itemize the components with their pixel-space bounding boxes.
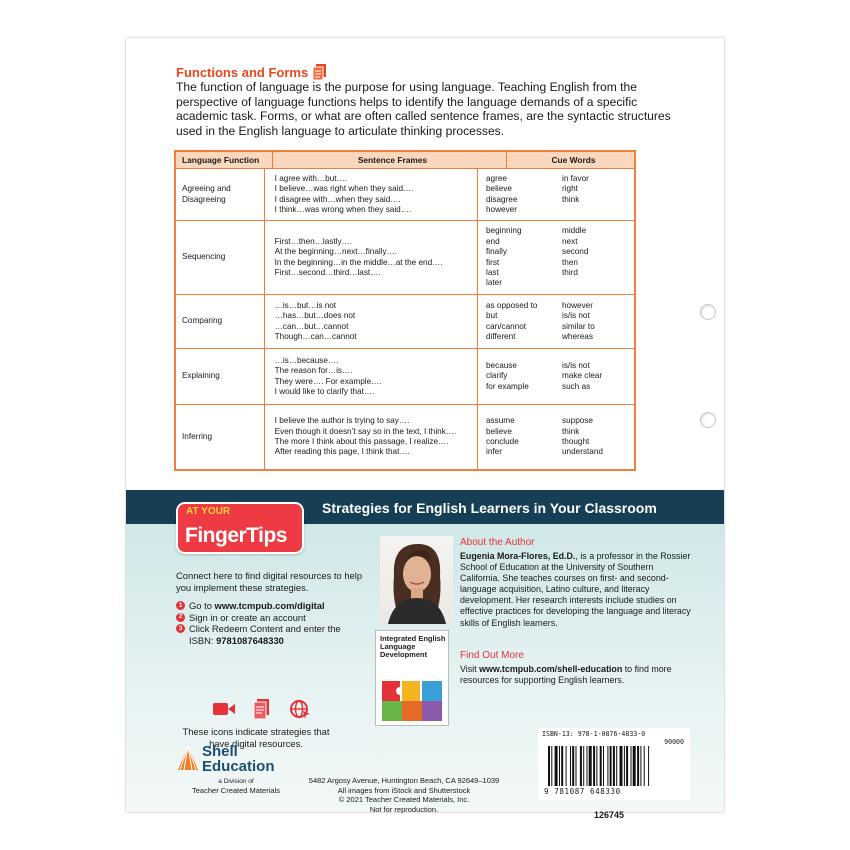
- barcode-bar: [561, 746, 563, 786]
- section-intro: The function of language is the purpose for using language. Teaching English from the perspective of language functions helps to identify the language demands of a specific academic task. Forms, or what are often called sentence frames, are the syntactic structures used in the English language to articulate thinking processes.: [176, 80, 671, 138]
- cue-word: later: [486, 278, 502, 288]
- cue-word: disagree: [486, 194, 518, 204]
- table-header-row: [176, 152, 634, 169]
- sentence-frame: I think…was wrong when they said….: [274, 204, 412, 214]
- isbn-text: ISBN-13: 978-1-0876-4833-0: [542, 730, 646, 738]
- sentence-frames-cell: [265, 349, 478, 404]
- step-text: [189, 600, 325, 612]
- sentence-frame: …can…but…cannot: [274, 321, 349, 331]
- digital-resources-info: [176, 570, 366, 646]
- language-function: Explaining: [182, 371, 220, 381]
- language-function-cell: [176, 405, 265, 469]
- address-line: Not for reproduction.: [369, 804, 439, 814]
- cue-word: [562, 205, 634, 215]
- language-function-cell: [176, 349, 265, 404]
- table-body: [176, 169, 634, 469]
- cue-word: finally: [486, 247, 507, 257]
- price-code: 90000: [664, 738, 684, 746]
- cue-words-column: [486, 416, 558, 458]
- sentence-frame: The more I think about this passage, I realize….: [274, 437, 449, 446]
- barcode-bar: [631, 746, 632, 786]
- cue-word: in favor: [562, 173, 589, 183]
- barcode-bar: [633, 746, 636, 786]
- promo-band: [126, 490, 724, 820]
- cue-word: think: [562, 194, 580, 204]
- barcode-bars: [548, 746, 680, 786]
- barcode-bar: [559, 746, 560, 786]
- sentence-frame: Though…can…cannot: [274, 331, 357, 341]
- cue-word: similar to: [562, 321, 595, 331]
- cue-word: conclude: [486, 437, 519, 446]
- cue-word: such as: [562, 381, 591, 391]
- barcode-bar: [580, 746, 582, 786]
- barcode-bar: [626, 746, 628, 786]
- step-prefix: Go to: [189, 600, 215, 611]
- sentence-frame: I believe the author is trying to say….: [274, 416, 410, 426]
- cue-word: because: [486, 360, 517, 370]
- column-header: Sentence Frames: [273, 152, 507, 168]
- table-row: [176, 295, 634, 349]
- address-line: 5482 Argosy Avenue, Huntington Beach, CA 92649–1039: [308, 776, 500, 785]
- table-row: [176, 169, 634, 221]
- punch-hole: [700, 412, 716, 428]
- sentence-frame: I would like to clarify that….: [274, 386, 375, 396]
- column-header: Cue Words: [551, 154, 596, 165]
- barcode-bar: [603, 746, 604, 786]
- address-line: © 2021 Teacher Created Materials, Inc.: [338, 795, 470, 805]
- cue-word: right: [562, 184, 578, 194]
- cue-word: agree: [486, 173, 507, 183]
- language-function-cell: [176, 221, 265, 294]
- cue-word: believe: [486, 184, 512, 194]
- sentence-frames-cell: [265, 221, 478, 294]
- badge-main-text: FingerTips: [185, 524, 287, 547]
- cue-word: clarify: [486, 371, 508, 381]
- sentence-frame: In the beginning…in the middle…at the end….: [274, 257, 443, 267]
- cue-word: thought: [562, 437, 590, 446]
- find-prefix: Visit: [460, 664, 480, 674]
- barcode-bar: [610, 746, 612, 786]
- barcode-bar: [551, 746, 552, 786]
- video-icon: [212, 698, 236, 720]
- cue-words-cell: [478, 405, 634, 469]
- table-row: [176, 349, 634, 405]
- cue-word: [562, 278, 634, 288]
- barcode-bar: [566, 746, 567, 786]
- digital-icons: [212, 698, 312, 720]
- cue-word: second: [562, 247, 589, 257]
- sentence-frame: They were…. For example….: [274, 376, 382, 386]
- publisher-address: [284, 776, 524, 814]
- sentence-frame: I agree with…but….: [274, 173, 348, 183]
- barcode-bar: [613, 746, 615, 786]
- barcode-bar: [593, 746, 595, 786]
- author-photo: [380, 536, 453, 624]
- sentence-frame: The reason for…is….: [274, 366, 353, 376]
- cue-words-column: [486, 226, 558, 288]
- cue-word: for example: [486, 381, 529, 391]
- cue-word: whereas: [562, 331, 593, 341]
- cue-word: think: [562, 426, 580, 436]
- barcode-bar: [555, 746, 558, 786]
- page-sheet: [126, 38, 724, 820]
- connect-text: Connect here to find digital resources to help you implement these strategies.: [176, 570, 363, 593]
- cue-word: understand: [562, 447, 603, 457]
- cue-word: as opposed to: [486, 300, 538, 310]
- sentence-frame: …is…because….: [274, 355, 339, 365]
- sentence-frames-cell: [265, 405, 478, 469]
- sentence-frame: I believe…was right when they said….: [274, 184, 414, 194]
- language-function: Inferring: [182, 431, 213, 441]
- find-suffix: to find more resources for supporting English learners.: [460, 664, 672, 686]
- sentence-frame: I disagree with…when they said….: [274, 194, 401, 204]
- barcode-bar: [548, 746, 550, 786]
- cue-word: suppose: [562, 416, 593, 426]
- barcode: [538, 728, 690, 800]
- cue-word: is/is not: [562, 311, 590, 321]
- barcode-bar: [596, 746, 597, 786]
- barcode-bar: [640, 746, 641, 786]
- cue-words-cell: [478, 169, 634, 220]
- logo-name: Shell Education: [202, 743, 275, 775]
- step-item: [176, 600, 366, 612]
- find-out-more-heading: Find Out More: [460, 650, 524, 661]
- document-icon: [250, 698, 274, 720]
- cue-word: third: [562, 267, 578, 277]
- step-highlight[interactable]: www.tcmpub.com/digital: [214, 600, 325, 611]
- cue-word: first: [486, 257, 500, 267]
- barcode-bar: [587, 746, 588, 786]
- cue-word: but: [486, 311, 498, 321]
- cue-words-column: [486, 301, 558, 343]
- cue-words-column: [562, 416, 634, 458]
- section-heading: [176, 64, 327, 80]
- author-bio: , is a professor in the Rossier School of Education at the University of Southern California. She teaches courses on first- and second-language acquisition, Latino culture, and literacy development. Her research interests include studies on effective practices for developing the language and literacy skills of English learners.: [460, 551, 691, 628]
- section-title: Functions and Forms: [176, 64, 309, 80]
- sentence-frames-cell: [265, 295, 478, 348]
- cue-word: then: [562, 257, 578, 267]
- language-function: Comparing: [182, 316, 223, 326]
- cue-words-column: [562, 174, 634, 216]
- sentence-frame: After reading this page, I think that….: [274, 447, 410, 457]
- band-title: Strategies for English Learners in Your Classroom: [322, 500, 657, 516]
- fingertips-badge: [176, 502, 304, 554]
- step-highlight: 9781087648330: [216, 634, 284, 646]
- book-title: Integrated English Language Development: [380, 634, 446, 659]
- table-row: [176, 221, 634, 295]
- logo-division: a Division of: [218, 778, 254, 785]
- sentence-frame: …has…but…does not: [274, 311, 356, 321]
- web-icon: [288, 698, 312, 720]
- cue-words-column: [486, 361, 558, 392]
- barcode-bar: [572, 746, 574, 786]
- barcode-bar: [589, 746, 592, 786]
- barcode-bar: [624, 746, 625, 786]
- cue-word: beginning: [486, 226, 522, 236]
- book-cover: [375, 630, 449, 726]
- step-prefix: Click Redeem Content and enter the ISBN:: [189, 623, 341, 646]
- sentence-frame: First…then…lastly….: [274, 236, 352, 246]
- barcode-bar: [600, 746, 602, 786]
- shell-education-link[interactable]: www.tcmpub.com/shell-education: [479, 664, 623, 674]
- address-line: All images from iStock and Shutterstock: [337, 785, 471, 795]
- find-out-more-text: [460, 664, 692, 686]
- cue-word: last: [486, 267, 499, 277]
- step-item: [176, 612, 366, 624]
- punch-hole: [700, 304, 716, 320]
- sentence-frame: …is…but…is not: [274, 300, 337, 310]
- step-text: [189, 623, 366, 646]
- cue-word: can/cannot: [486, 321, 527, 331]
- sentence-frame: Even though it doesn’t say so in the text, I think….: [274, 426, 457, 436]
- barcode-bar: [576, 746, 577, 786]
- step-item: [176, 623, 366, 646]
- step-prefix: Sign in or create an account: [189, 611, 306, 623]
- cue-words-column: [486, 174, 558, 216]
- barcode-bar: [583, 746, 584, 786]
- steps-list: [176, 600, 366, 646]
- cue-word: however: [562, 300, 593, 310]
- barcode-bar: [637, 746, 639, 786]
- functions-table: [174, 150, 636, 471]
- cue-word: next: [562, 236, 578, 246]
- sentence-frames-cell: [265, 169, 478, 220]
- barcode-bar: [648, 746, 649, 786]
- shell-education-logo: [176, 744, 296, 804]
- icons-caption: These icons indicate strategies that have digital resources.: [182, 726, 330, 749]
- sentence-frame: First…second…third…last….: [274, 267, 381, 277]
- cue-word: infer: [486, 447, 502, 457]
- cue-words-column: [562, 226, 634, 288]
- about-author-heading: About the Author: [460, 537, 535, 548]
- sentence-frame: At the beginning…next…finally….: [274, 247, 398, 257]
- cue-word: believe: [486, 426, 512, 436]
- logo-parent: Teacher Created Materials: [192, 786, 280, 795]
- cue-word: is/is not: [562, 360, 590, 370]
- cue-words-cell: [478, 221, 634, 294]
- barcode-bar: [570, 746, 571, 786]
- column-header: Language Function: [176, 152, 273, 168]
- language-function-cell: [176, 169, 265, 220]
- cue-words-column: [562, 301, 634, 343]
- badge-top-text: AT YOUR: [186, 506, 231, 517]
- document-icon: [313, 64, 327, 80]
- barcode-bar: [607, 746, 608, 786]
- table-row: [176, 405, 634, 469]
- language-function: Agreeing and Disagreeing: [182, 184, 231, 204]
- cue-word: end: [486, 236, 500, 246]
- cue-words-cell: [478, 295, 634, 348]
- cue-word: different: [486, 331, 516, 341]
- about-author-text: [460, 551, 692, 629]
- cue-word: make clear: [562, 371, 603, 381]
- item-number: 126745: [594, 810, 625, 820]
- barcode-bar: [644, 746, 645, 786]
- cue-word: assume: [486, 416, 515, 426]
- cue-word: middle: [562, 226, 587, 236]
- cue-words-cell: [478, 349, 634, 404]
- step-number: 3: [176, 624, 185, 633]
- barcode-digits: 9 781087 648330: [544, 787, 621, 796]
- barcode-bar: [616, 746, 617, 786]
- author-name: Eugenia Mora-Flores, Ed.D.: [460, 551, 576, 561]
- cue-words-column: [562, 361, 634, 392]
- step-text: [189, 612, 306, 624]
- barcode-bar: [620, 746, 623, 786]
- language-function: Sequencing: [182, 252, 226, 262]
- cue-word: however: [486, 204, 517, 214]
- language-function-cell: [176, 295, 265, 348]
- step-number: 2: [176, 613, 185, 622]
- step-number: 1: [176, 601, 185, 610]
